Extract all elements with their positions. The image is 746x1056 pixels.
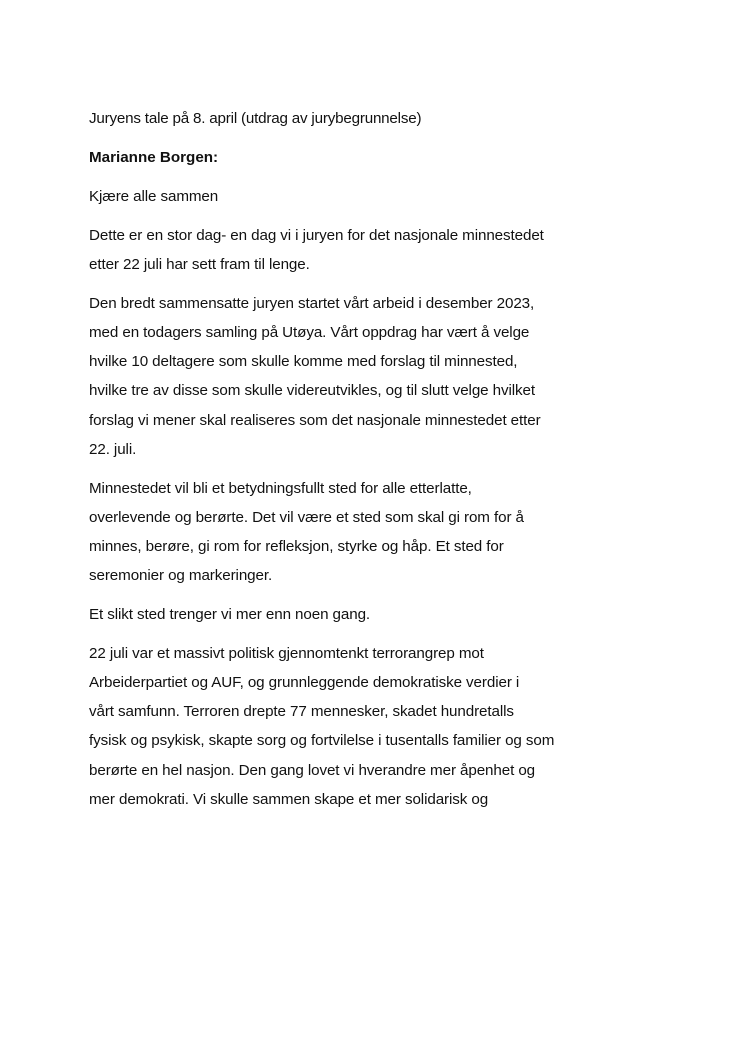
text-line: Den bredt sammensatte juryen startet vårt arbeid i desember 2023,	[89, 294, 535, 312]
text-line: 22 juli var et massivt politisk gjennomtenkt terrorangrep mot	[89, 644, 484, 662]
text-line: Kjære alle sammen	[89, 188, 219, 205]
paragraph-july-22	[89, 639, 679, 814]
text-line: Et slikt sted trenger vi mer enn noen gang.	[89, 606, 371, 624]
text-line: fysisk og psykisk, skapte sorg og fortvilelse i tusentalls familier og som	[89, 732, 555, 750]
paragraph-greeting	[89, 182, 679, 211]
document-body	[89, 104, 679, 814]
text-line: berørte en hel nasjon. Den gang lovet vi hverandre mer åpenhet og	[89, 761, 536, 779]
text-line: vårt samfunn. Terroren drepte 77 mennesker, skadet hundretalls	[89, 703, 514, 721]
text-line: hvilke tre av disse som skulle videreutvikles, og til slutt velge hvilket	[89, 382, 535, 400]
text-line: med en todagers samling på Utøya. Vårt oppdrag har vært å velge	[89, 324, 530, 341]
paragraph-memorial	[89, 474, 679, 591]
text-line: seremonier og markeringer.	[89, 567, 273, 585]
text-line: 22. juli.	[89, 440, 137, 458]
text-line: hvilke 10 deltagere som skulle komme med forslag til minnested,	[89, 353, 518, 371]
text-line: forslag vi mener skal realiseres som det nasjonale minnestedet etter	[89, 411, 541, 429]
speaker-name: Marianne Borgen:	[89, 148, 219, 166]
text-line: minnes, berøre, gi rom for refleksjon, styrke og håp. Et sted for	[89, 538, 504, 556]
text-line: Minnestedet vil bli et betydningsfullt sted for alle etterlatte,	[89, 479, 472, 497]
text-line: overlevende og berørte. Det vil være et sted som skal gi rom for å	[89, 508, 524, 526]
paragraph-intro	[89, 221, 679, 279]
paragraph-jury-work	[89, 289, 679, 464]
text-line: Arbeiderpartiet og AUF, og grunnleggende demokratiske verdier i	[89, 674, 520, 692]
paragraph-need	[89, 600, 679, 629]
text-line: mer demokrati. Vi skulle sammen skape et mer solidarisk og	[89, 790, 489, 808]
text-line: Dette er en stor dag- en dag vi i juryen for det nasjonale minnestedet	[89, 226, 544, 244]
text-line: etter 22 juli har sett fram til lenge.	[89, 256, 310, 273]
document-heading: Juryens tale på 8. april (utdrag av jurybegrunnelse)	[89, 110, 422, 127]
